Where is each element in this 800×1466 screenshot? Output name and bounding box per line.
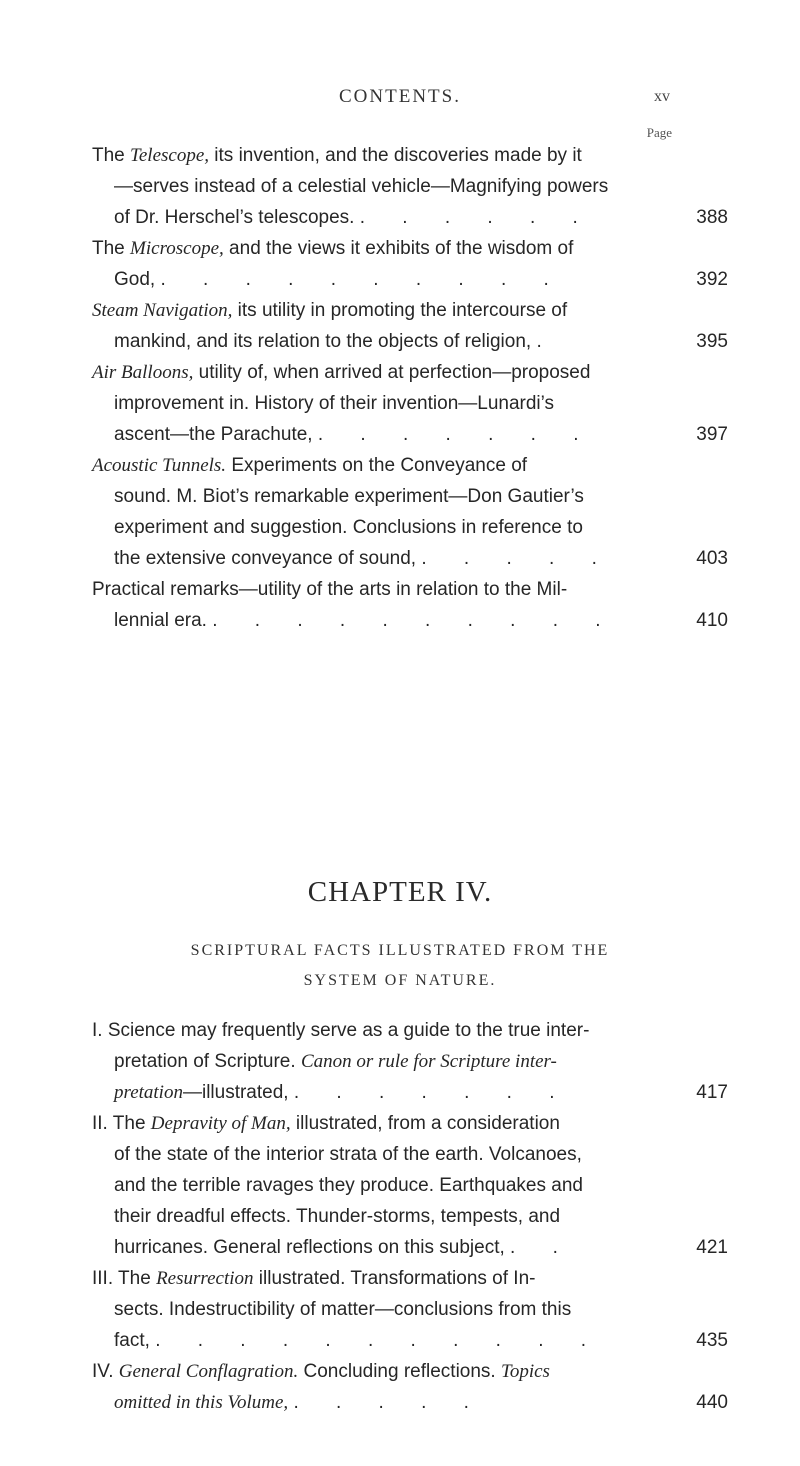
toc-text: its invention, and the discoveries made by it xyxy=(209,145,582,166)
toc-page-number: 417 xyxy=(696,1082,728,1103)
toc-entry-line xyxy=(92,1387,728,1418)
toc-text: omitted in this Volume, xyxy=(114,1392,289,1413)
page-column-label: Page xyxy=(646,125,672,140)
toc-entry-line xyxy=(92,1232,728,1263)
toc-text: its utility in promoting the intercourse of xyxy=(232,300,568,321)
toc-entry-line xyxy=(92,1077,728,1108)
dot-leader: . . . . . . . . . . . xyxy=(155,1330,603,1351)
toc-text: lennial era. xyxy=(114,610,207,631)
toc-text: The xyxy=(92,238,131,259)
chapter-title: CHAPTER IV. xyxy=(307,876,493,908)
toc-text: ascent—the Parachute, xyxy=(114,424,313,445)
toc-text: pretation xyxy=(114,1082,183,1103)
toc-text: mankind, and its relation to the objects of religion, xyxy=(114,331,532,352)
toc-text: Depravity of Man, xyxy=(150,1113,291,1134)
toc-page-number: 388 xyxy=(696,207,728,228)
toc-text: illustrated. Transformations of In- xyxy=(253,1268,536,1289)
toc-entry xyxy=(92,295,728,357)
toc-entry xyxy=(92,1108,728,1263)
toc-entry-line xyxy=(92,140,658,171)
toc-text: —serves instead of a celestial vehicle—Magnifying powers xyxy=(114,176,609,197)
chapter-subtitle: SYSTEM OF NATURE. xyxy=(303,972,497,989)
toc-text: I. Science may frequently serve as a guide to the true inter- xyxy=(92,1020,590,1041)
toc-text: and the terrible ravages they produce. Earthquakes and xyxy=(114,1175,583,1196)
toc-text: Topics xyxy=(501,1361,550,1382)
toc-entry-line xyxy=(92,1015,658,1046)
chapter-subtitle: SCRIPTURAL FACTS ILLUSTRATED FROM THE xyxy=(190,942,610,959)
contents-list-chapter xyxy=(92,1015,728,1418)
page-number: xv xyxy=(654,88,670,105)
toc-entry-line xyxy=(92,543,728,574)
toc-text: and the views it exhibits of the wisdom of xyxy=(223,238,574,259)
toc-text: Canon or rule for Scripture inter- xyxy=(300,1051,557,1072)
toc-entry-line xyxy=(92,1201,658,1232)
toc-entry xyxy=(92,574,728,636)
toc-text: Telescope, xyxy=(130,145,210,166)
toc-text: Practical remarks—utility of the arts in relation to the Mil- xyxy=(92,579,568,600)
toc-text: illustrated, from a consideration xyxy=(290,1113,560,1134)
toc-entry-line xyxy=(92,295,658,326)
toc-entry-line xyxy=(92,1139,658,1170)
toc-entry-line xyxy=(92,1108,658,1139)
toc-entry-line xyxy=(92,419,728,450)
toc-text: Steam Navigation, xyxy=(92,300,233,321)
toc-text: sound. M. Biot’s remarkable experiment—Don Gautier’s xyxy=(114,486,584,507)
dot-leader: . . . . . . . . . . xyxy=(160,269,565,290)
toc-text: The xyxy=(92,145,131,166)
toc-entry-line xyxy=(92,512,658,543)
toc-entry-line xyxy=(92,605,728,636)
toc-text: Experiments on the Conveyance of xyxy=(226,455,528,476)
toc-page-number: 421 xyxy=(696,1237,728,1258)
toc-entry-line xyxy=(92,357,658,388)
toc-page-number: 392 xyxy=(696,269,728,290)
toc-text: fact, xyxy=(114,1330,150,1351)
toc-page-number: 440 xyxy=(696,1392,728,1413)
toc-text: utility of, when arrived at perfection—proposed xyxy=(193,362,591,383)
toc-text: Resurrection xyxy=(156,1268,254,1289)
dot-leader: . xyxy=(536,331,558,352)
toc-entry xyxy=(92,1356,728,1418)
toc-text: —illustrated, xyxy=(182,1082,289,1103)
dot-leader: . . . . . . . . . . xyxy=(212,610,617,631)
toc-text: their dreadful effects. Thunder-storms, tempests, and xyxy=(114,1206,561,1227)
toc-text: experiment and suggestion. Conclusions in reference to xyxy=(114,517,583,538)
toc-entry xyxy=(92,1263,728,1356)
dot-leader: . . . . . xyxy=(421,548,613,569)
toc-entry-line xyxy=(92,1294,658,1325)
toc-entry-line xyxy=(92,574,658,605)
toc-text: improvement in. History of their invention—Lunardi’s xyxy=(114,393,555,414)
toc-entry xyxy=(92,450,728,574)
toc-entry-line xyxy=(92,1046,658,1077)
toc-page-number: 395 xyxy=(696,331,728,352)
toc-entry-line xyxy=(92,1325,728,1356)
toc-entry-line xyxy=(92,171,658,202)
running-head xyxy=(0,86,800,116)
toc-text: pretation of Scripture. xyxy=(114,1051,301,1072)
toc-entry-line xyxy=(92,326,728,357)
dot-leader: . . . . . . xyxy=(359,207,594,228)
toc-page-number: 403 xyxy=(696,548,728,569)
toc-page-number: 397 xyxy=(696,424,728,445)
toc-entry-line xyxy=(92,1356,658,1387)
toc-text: II. The xyxy=(92,1113,151,1134)
dot-leader: . . . . . . . xyxy=(293,1082,571,1103)
toc-entry-line xyxy=(92,202,728,233)
dot-leader: . . xyxy=(510,1237,574,1258)
toc-entry-line xyxy=(92,264,728,295)
toc-entry-line xyxy=(92,233,658,264)
toc-entry xyxy=(92,1015,728,1108)
toc-page-number: 435 xyxy=(696,1330,728,1351)
toc-text: of the state of the interior strata of the earth. Volcanoes, xyxy=(114,1144,582,1165)
toc-text: the extensive conveyance of sound, xyxy=(114,548,417,569)
toc-text: IV. xyxy=(92,1361,119,1382)
toc-entry-line xyxy=(92,1170,658,1201)
toc-text: Acoustic Tunnels. xyxy=(92,455,227,476)
toc-entry-line xyxy=(92,481,658,512)
toc-entry xyxy=(92,140,728,233)
toc-text: Air Balloons, xyxy=(92,362,194,383)
toc-text: God, xyxy=(114,269,156,290)
toc-entry xyxy=(92,233,728,295)
contents-list-top xyxy=(92,140,728,636)
page-header-title: CONTENTS. xyxy=(339,86,461,107)
dot-leader: . . . . . . . xyxy=(317,424,595,445)
dot-leader: . . . . . xyxy=(293,1392,485,1413)
toc-page-number: 410 xyxy=(696,610,728,631)
toc-text: hurricanes. General reflections on this subject, xyxy=(114,1237,505,1258)
toc-text: sects. Indestructibility of matter—conclusions from this xyxy=(114,1299,572,1320)
toc-text: Microscope, xyxy=(130,238,224,259)
toc-entry xyxy=(92,357,728,450)
toc-entry-line xyxy=(92,450,658,481)
toc-text: General Conflagration. xyxy=(118,1361,299,1382)
toc-text: III. The xyxy=(92,1268,157,1289)
toc-text: Concluding reflections. xyxy=(298,1361,501,1382)
toc-entry-line xyxy=(92,388,658,419)
toc-entry-line xyxy=(92,1263,658,1294)
toc-text: of Dr. Herschel’s telescopes. xyxy=(114,207,355,228)
